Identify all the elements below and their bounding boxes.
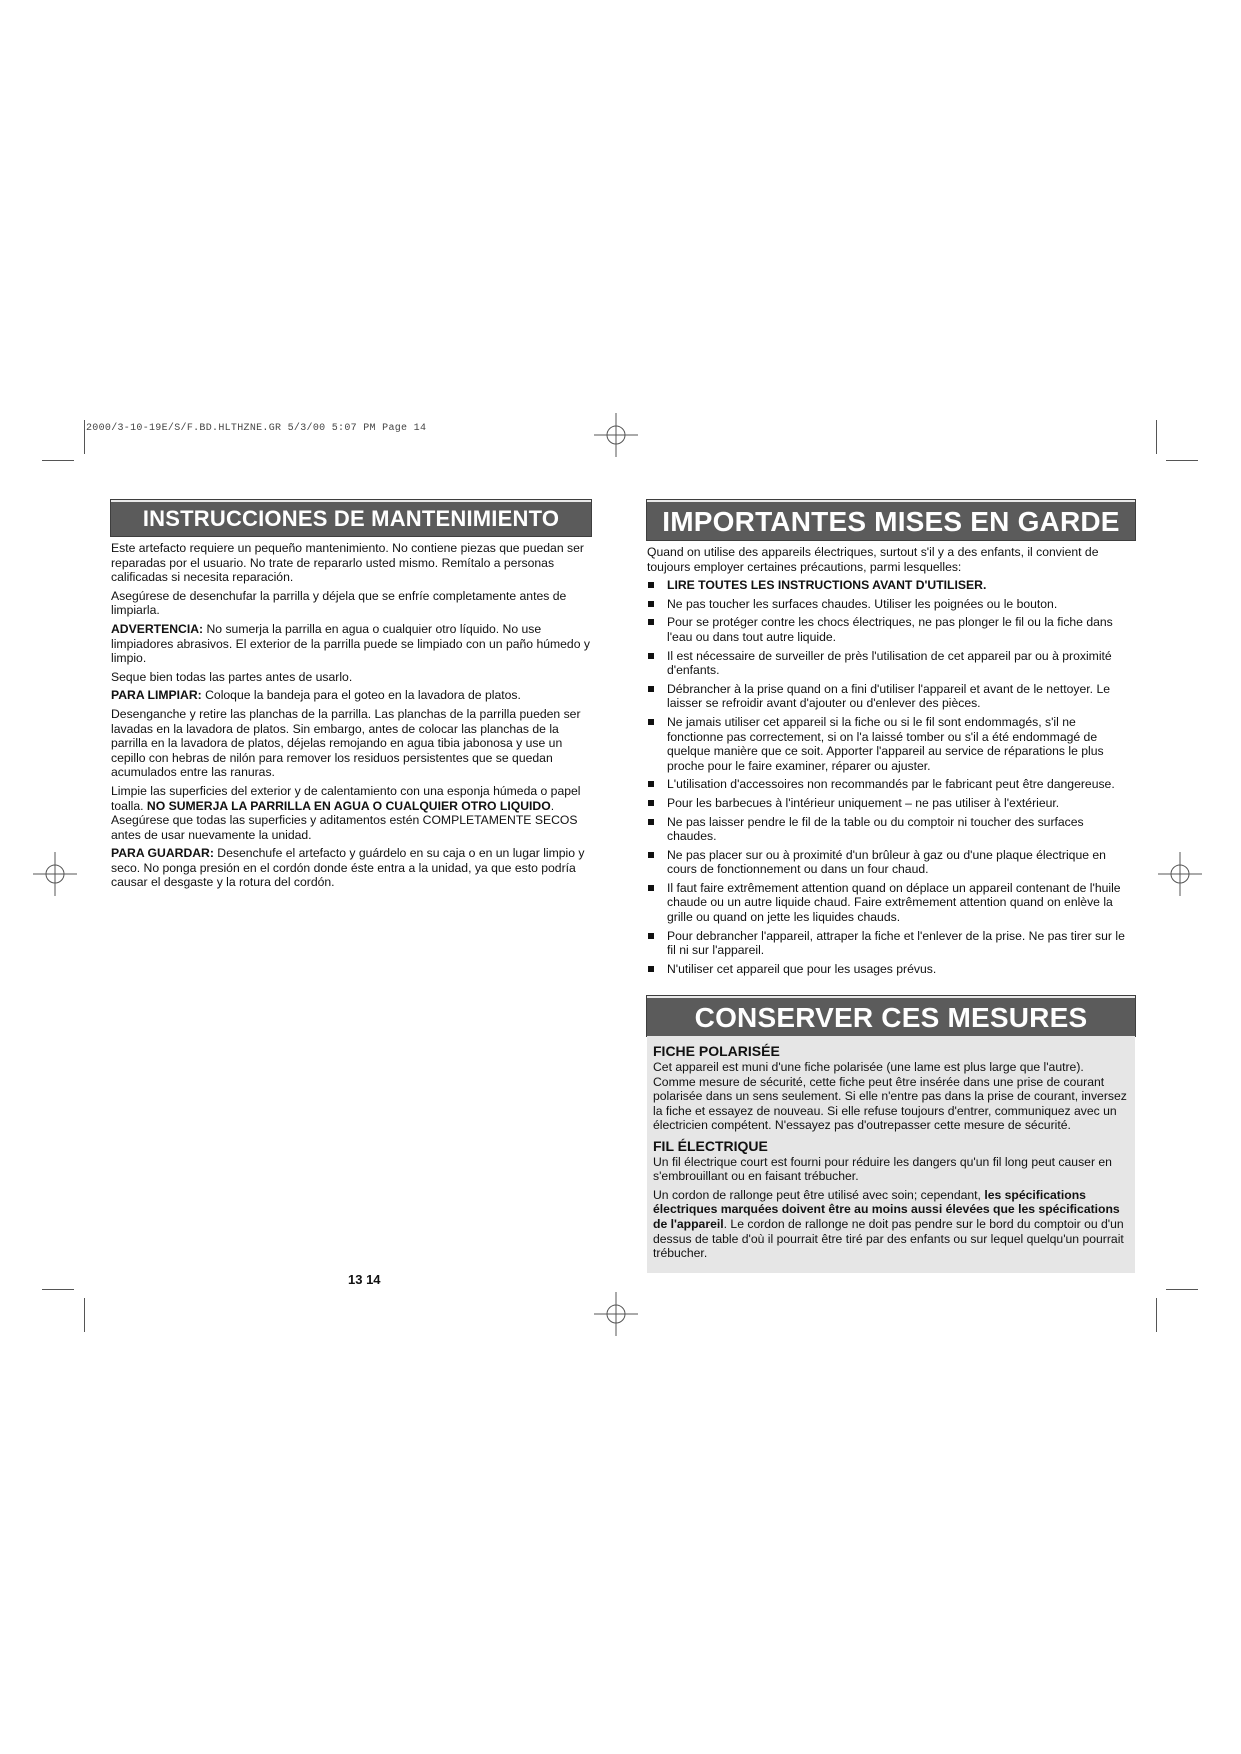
paragraph-text: Desenchufe el artefacto y guárdelo en su caja o en un lugar limpio y seco. No ponga presión en el cordón donde éste entra a la unidad, ya que esto podría causar el desgaste y la rotura del cordón.: [111, 846, 585, 890]
paragraph-text: Limpie las superficies del exterior y de calentamiento con una esponja húmeda o papel toalla.: [111, 783, 581, 813]
list-item: [647, 848, 1135, 877]
list-item-text: Pour les barbecues à l'intérieur uniquement – ne pas utiliser à l'extérieur.: [667, 795, 1060, 810]
list-item-text: Débrancher à la prise quand on a fini d'utiliser l'appareil et avant de le nettoyer. Le laisser se refroidir avant d'ajouter ou d'enlever des pièces.: [667, 681, 1111, 711]
crop-mark: [84, 420, 85, 454]
paragraph: [111, 688, 591, 703]
label-advertencia: ADVERTENCIA:: [111, 621, 204, 636]
bullet-icon: [648, 885, 654, 891]
paragraph: Este artefacto requiere un pequeño mantenimiento. No contiene piezas que puedan ser reparadas por el usuario. No trate de repararlo usted mismo. Remítalo a personas calificadas si necesita reparación.: [111, 541, 584, 585]
crop-mark: [1166, 1289, 1198, 1290]
safety-list: [647, 578, 1135, 976]
list-item-text: Ne pas laisser pendre le fil de la table ou du comptoir ni toucher des surfaces chaudes.: [667, 814, 1084, 844]
bullet-icon: [648, 653, 654, 659]
list-item: [647, 929, 1135, 958]
list-item: [647, 682, 1135, 711]
bullet-icon: [648, 966, 654, 972]
list-item-text: N'utiliser cet appareil que pour les usages prévus.: [667, 961, 937, 976]
list-item-text: L'utilisation d'accessoires non recommandés par le fabricant peut être dangereuse.: [667, 777, 1115, 792]
left-column: [111, 500, 591, 894]
registration-mark-icon: [594, 1292, 638, 1336]
paragraph: Seque bien todas las partes antes de usarlo.: [111, 669, 353, 684]
paragraph-text: Un cordon de rallonge peut être utilisé avec soin; cependant,: [653, 1187, 985, 1202]
crop-mark: [42, 460, 74, 461]
page-numbers: 13 14: [348, 1272, 381, 1287]
subheading: FICHE POLARISÉE: [653, 1043, 780, 1060]
crop-mark: [1166, 460, 1198, 461]
list-item: [647, 649, 1135, 678]
paragraph: [111, 846, 591, 890]
paragraph: [111, 784, 591, 842]
intro-paragraph: Quand on utilise des appareils électriques, surtout s'il y a des enfants, il convient de toujours employer certaines précautions, parmi lesquelles:: [647, 545, 1099, 574]
label-para-guardar: PARA GUARDAR:: [111, 846, 214, 861]
crop-mark: [84, 1298, 85, 1332]
crop-mark: [42, 1289, 74, 1290]
list-item: [647, 777, 1135, 792]
section-title: IMPORTANTES MISES EN GARDE: [647, 500, 1135, 540]
paragraph-text: Coloque la bandeja para el goteo en la lavadora de platos.: [201, 688, 521, 703]
crop-mark: [1156, 1298, 1157, 1332]
paragraph: Cet appareil est muni d'une fiche polarisée (une lame est plus large que l'autre). Comme mesure de sécurité, cette fiche peut être insérée dans une prise de courant polarisée dans un sens seulement. Si elle n'entre pas dans la prise de courant, inversez la fiche et essayez de nouveau. Si elle refuse toujours d'entrer, communiquez avec un électricien compétent. N'essayez pas d'outrepasser cette mesure de sécurité.: [653, 1060, 1127, 1133]
bullet-icon: [648, 819, 654, 825]
right-column: [647, 500, 1135, 1273]
paragraph-text: . Le cordon de rallonge ne doit pas pendre sur le bord du comptoir ou d'un dessus de table d'où il pourrait être tiré par des enfants ou sur lequel quelqu'un pourrait trébucher.: [653, 1216, 1124, 1261]
list-item: [647, 615, 1135, 644]
list-item: [647, 796, 1135, 811]
list-item: [647, 815, 1135, 844]
emphasis-text: les spécifications électriques marquées doivent être au moins aussi élevées que les spécifications de l'appareil: [653, 1187, 1120, 1231]
bullet-icon: [648, 852, 654, 858]
list-item-text: Pour debrancher l'appareil, attraper la fiche et l'enlever de la prise. Ne pas tirer sur le fil ni sur l'appareil.: [667, 928, 1125, 958]
paragraph: Asegúrese de desenchufar la parrilla y déjela que se enfríe completamente antes de limpiarla.: [111, 588, 567, 618]
bullet-icon: [648, 781, 654, 787]
section-title: INSTRUCCIONES DE MANTENIMIENTO: [111, 500, 591, 536]
printer-slug-line: 2000/3-10-19E/S/F.BD.HLTHZNE.GR 5/3/00 5:07 PM Page 14: [86, 423, 427, 434]
paragraph: Un fil électrique court est fourni pour réduire les dangers qu'un fil long peut causer en s'embrouillant ou en faisant trébucher.: [653, 1154, 1112, 1184]
list-item: [647, 578, 1135, 593]
bullet-icon: [648, 686, 654, 692]
list-item-text: Il est nécessaire de surveiller de près l'utilisation de cet appareil par ou à proximité d'enfants.: [667, 648, 1112, 678]
bullet-icon: [648, 800, 654, 806]
paragraph-text: No sumerja la parrilla en agua o cualquier otro líquido. No use limpiadores abrasivos. El exterior de la parrilla puede se limpiado con un paño húmedo y limpio.: [111, 621, 590, 666]
bullet-icon: [648, 601, 654, 607]
list-item-text: Il faut faire extrêmement attention quand on déplace un appareil contenant de l'huile chaude ou un autre liquide chaud. Faire extrêmement attention quand on enlève la grille ou quand on jette les liquides chauds.: [667, 880, 1121, 925]
warning-text: NO SUMERJA LA PARRILLA EN AGUA O CUALQUIER OTRO LIQUIDO: [146, 798, 551, 813]
bullet-icon: [648, 582, 654, 588]
bullet-icon: [648, 619, 654, 625]
list-item-text: Ne pas toucher les surfaces chaudes. Utiliser les poignées ou le bouton.: [667, 596, 1058, 611]
bullet-icon: [648, 719, 654, 725]
subheading: FIL ÉLECTRIQUE: [653, 1138, 768, 1154]
paragraph: Desenganche y retire las planchas de la parrilla. Las planchas de la parrilla pueden ser lavadas en la lavadora de platos. Sin embargo, antes de colocar las planchas de la parrilla en la lavadora de platos, déjelas remojando en agua tibia jabonosa y use un cepillo con hebras de nilón para remover los residuos persistentes que se quedan acumulados entre las ranuras.: [111, 706, 581, 780]
list-item-text: Pour se protéger contre les chocs électriques, ne pas plonger le fil ou la fiche dans l'eau ou dans tout autre liquide.: [667, 615, 1113, 644]
list-item-text: Ne pas placer sur ou à proximité d'un brûleur à gaz ou d'une plaque électrique en cours de fonctionnement ou dans un four chaud.: [667, 847, 1106, 877]
label-para-limpiar: PARA LIMPIAR:: [111, 688, 202, 703]
paragraph: [653, 1188, 1127, 1261]
list-item-text: Ne jamais utiliser cet appareil si la fiche ou si le fil sont endommagés, s'il ne fonctionne pas correctement, si on l'a laissé tomber ou s'il a été endommagé de quelque manière que ce soit. Apporter l'appareil au service de réparations le plus proche pour le faire examiner, réparer ou ajuster.: [667, 714, 1104, 773]
crop-mark: [1156, 420, 1157, 454]
bullet-icon: [648, 933, 654, 939]
list-item: [647, 881, 1135, 925]
section-title: CONSERVER CES MESURES: [647, 996, 1135, 1036]
list-item-text: LIRE TOUTES LES INSTRUCTIONS AVANT D'UTILISER.: [667, 578, 987, 593]
list-item: [647, 715, 1135, 773]
paragraph: [111, 622, 591, 666]
registration-mark-icon: [1158, 852, 1202, 896]
paragraph-text: . Asegúrese que todas las superficies y aditamentos estén COMPLETAMENTE SECOS antes de usar nuevamente la unidad.: [111, 798, 578, 842]
info-box: [647, 1036, 1135, 1272]
list-item: [647, 962, 1135, 977]
list-item: [647, 597, 1135, 612]
registration-mark-icon: [594, 413, 638, 457]
registration-mark-icon: [33, 852, 77, 896]
